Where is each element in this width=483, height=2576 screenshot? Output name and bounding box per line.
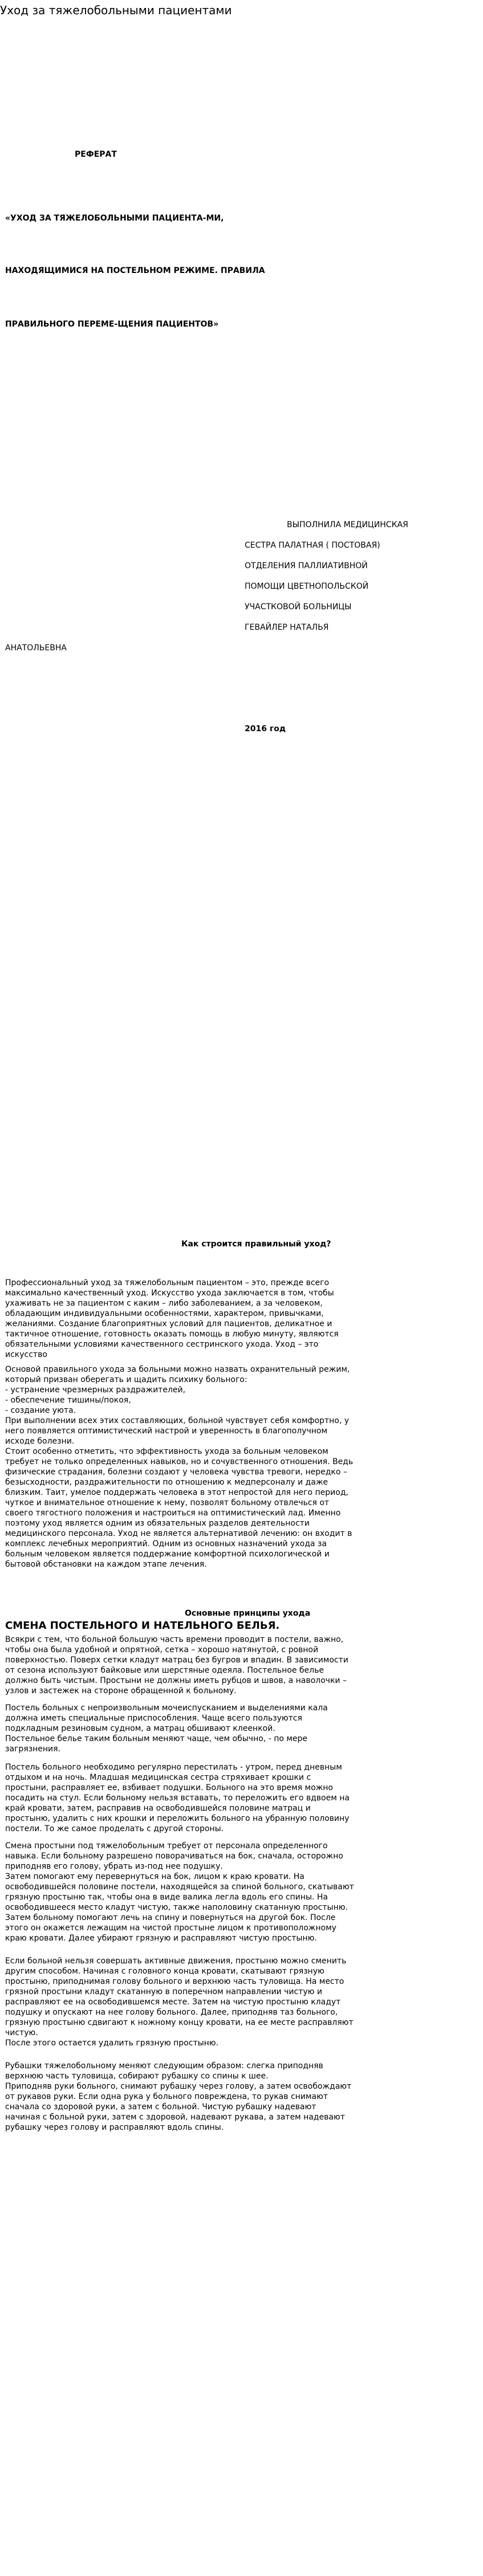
- author-line-4: ПОМОЩИ ЦВЕТНОПОЛЬСКОЙ: [245, 582, 369, 591]
- section2-paragraph-5: Если больной нельзя совершать активные движения, простыню можно сменить другим способом. Начиная с головного конца кровати, скатывают грязную простыню, приподнимая голову больного и верхнюю часть туловища. На место грязной простыни кладут скатанную в поперечном направлении чистую и расправляют ее на освободившемся месте. Затем на чистую простыню кладут подушку и опускают на нее голову больного. Далее, приподняв таз больного, грязную простыню сдвигают к ножному концу кровати, на ее месте расправляют чистую. После этого остается удалить грязную простыню.: [5, 1957, 354, 2048]
- author-line-1: ВЫПОЛНИЛА МЕДИЦИНСКАЯ: [287, 520, 408, 529]
- topic-line-2: НАХОДЯЩИМИСЯ НА ПОСТЕЛЬНОМ РЕЖИМЕ. ПРАВИЛА: [5, 266, 265, 275]
- section2-paragraph-1: Всякри с тем, что больной большую часть времени проводит в постели, важно, чтобы она была удобной и опрятной, сетка – хорошо натянутой, с ровной поверхностью. Поверх сетки кладут матрац без бугров и впадин. В зависимости от сезона используют байковые или шерстяные одеяла. Постельное белье должно быть чистым. Простыни не должны иметь рубцов и швов, а наволочки – узлов и застежек на стороне обращенной к больному.: [5, 1635, 348, 1695]
- author-line-5: УЧАСТКОВОЙ БОЛЬНИЦЫ: [245, 602, 352, 612]
- section1-paragraph-2: Основой правильного ухода за больными можно назвать охранительный режим, который призван оберегать и щадить психику больного: - устранение чрезмерных раздражителей, - обеспечение тишины/покоя, - создание уюта. При выполнении всех этих составляющих, больной чувствует себя комфортно, у него появляется оптимистический настрой и уверенность в благополучном исходе болезни. Стоит особенно отметить, что эффективность ухода за больным человеком требует не только определенных навыков, но и сочувственного отношения. Ведь физические страдания, болезни создают у человека чувства тревоги, нередко – безысходности, раздражительности по отношению к медперсоналу и даже близким. Таит, умелое поддержать человека в этот непростой для него период, чуткое и внимательное отношение к нему, позволят больному отвлечься от своего тягостного положения и настроиться на оптимистический лад. Именно поэтому уход является одним из обязательных разделов деятельности медицинского персонала. Уход не является альтернативой лечению: он входит в комплекс лечебных мероприятий. Одним из основных назначений ухода за больным человеком является поддержание комфортной психологической и бытовой обстановки на каждом этапе лечения.: [5, 1365, 354, 1569]
- section2-paragraph-3: Постель больного необходимо регулярно перестилать - утром, перед дневным отдыхом и на ночь. Младшая медицинская сестра стряхивает крошки с простыни, расправляет ее, взбивает подушки. Больного на это время можно посадить на стул. Если больному нельзя вставать, то переложить его вдвоем на край кровати, затем, расправив на освободившейся половине матрац и простыню, удалить с них крошки и переложить больного на убранную половину постели. То же самое проделать с другой стороны.: [5, 1763, 350, 1833]
- author-line-last: АНАТОЛЬЕВНА: [5, 643, 67, 653]
- author-line-3: ОТДЕЛЕНИЯ ПАЛЛИАТИВНОЙ: [245, 561, 368, 570]
- document-title: Уход за тяжелобольными пациентами: [0, 3, 232, 17]
- section2-paragraph-2: Постель больных с непроизвольным мочеиспусканием и выделениями кала должна иметь специальные приспособления. Чаще всего пользуются подкладным резиновым судном, а матрац обшивают клеенкой. Постельное белье таким больным меняют чаще, чем обычно, - по мере загрязнения.: [5, 1703, 328, 1754]
- section1-paragraph-1: Профессиональный уход за тяжелобольным пациентом – это, прежде всего максимально качественный уход. Искусство ухода заключается в том, чтобы ухаживать не за пациентом с каким – либо заболеванием, а за человеком, обладающим индивидуальными особенностями, характером, привычками, желаниями. Создание благоприятных условий для пациентов, деликатное и тактичное отношение, готовность оказать помощь в любую минуту, являются обязательными условиями качественного сестринского ухода. Уход – это искусство: [5, 1278, 339, 1359]
- author-line-2: СЕСТРА ПАЛАТНАЯ ( ПОСТОВАЯ): [245, 541, 380, 550]
- section1-heading: Как строится правильный уход?: [181, 1240, 331, 1249]
- topic-line-3: ПРАВИЛЬНОГО ПЕРЕМЕ-ЩЕНИЯ ПАЦИЕНТОВ»: [5, 320, 219, 329]
- section2-subheading: СМЕНА ПОСТЕЛЬНОГО И НАТЕЛЬНОГО БЕЛЬЯ.: [5, 1620, 280, 1632]
- topic-line-1: «УХОД ЗА ТЯЖЕЛОБОЛЬНЫМИ ПАЦИЕНТА-МИ,: [5, 214, 224, 223]
- referat-label: РЕФЕРАТ: [75, 150, 117, 159]
- section2-paragraph-6: Рубашки тяжелобольному меняют следующим образом: слегка приподняв верхнюю часть туловища, собирают рубашку со спины к шее. Приподняв руки больного, снимают рубашку через голову, а затем освобождают от рукавов руки. Если одна рука у больного повреждена, то рукав снимают сначала со здоровой руки, а затем с больной. Чистую рубашку надевают начиная с больной руки, затем с здоровой, надевают рукава, а затем надевают рубашку через голову и расправляют вдоль спины.: [5, 2061, 352, 2132]
- author-line-6: ГЕВАЙЛЕР НАТАЛЬЯ: [245, 623, 329, 632]
- section2-heading: Основные принципы ухода: [185, 1609, 311, 1618]
- year-label: 2016 год: [245, 724, 286, 733]
- section2-paragraph-4: Смена простыни под тяжелобольным требует от персонала определенного навыка. Если больному разрешено поворачиваться на бок, сначала, осторожно приподняв его голову, убрать из-под нее подушку. Затем помогают ему перевернуться на бок, лицом к краю кровати. На освободившейся половине постели, находящейся за спиной больного, скатывают грязную простыню так, чтобы она в виде валика легла вдоль его спины. На освободившееся место кладут чистую, также наполовину скатанную простыню. Затем больному помогают лечь на спину и повернуться на другой бок. После этого он окажется лежащим на чистой простыне лицом к противоположному краю кровати. Далее убирают грязную и расправляют чистую простыню.: [5, 1841, 354, 1943]
